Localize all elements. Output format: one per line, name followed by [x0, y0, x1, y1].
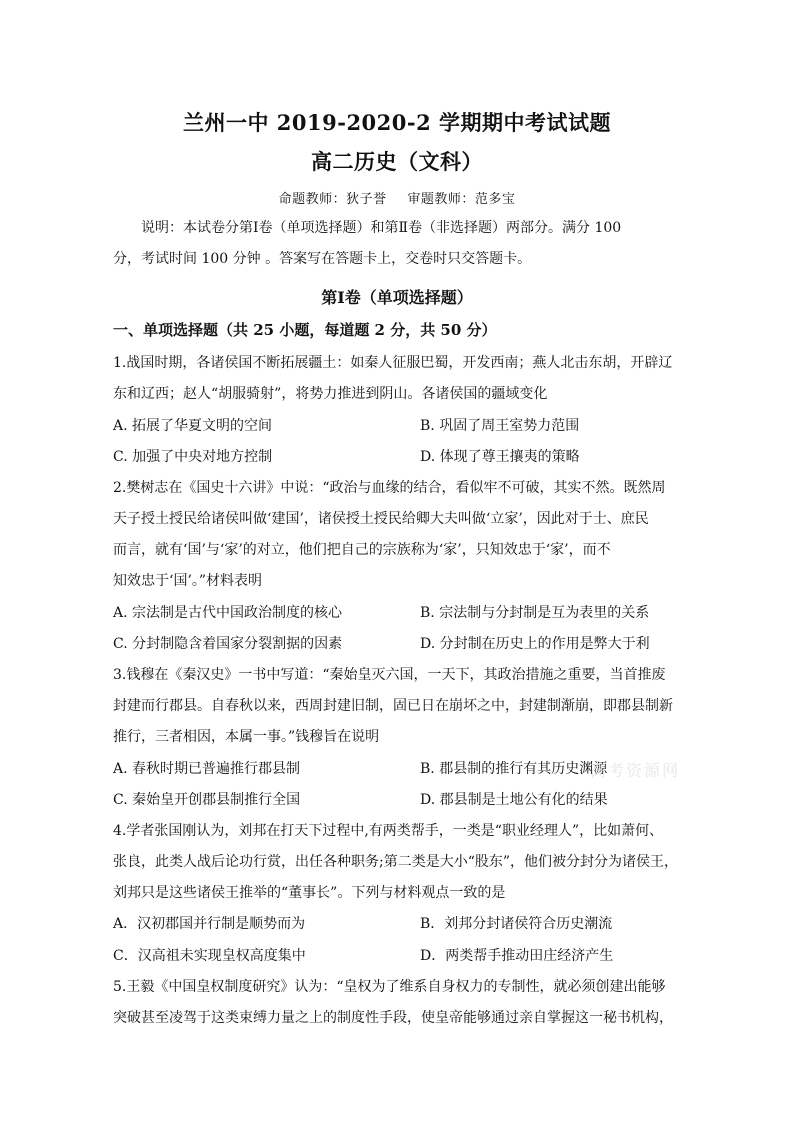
- question-2-line-2: 天子授土授民给诸侯叫做‘建国’，诸侯授土授民给卿大夫叫做‘立家’，因此对于士、庶民: [113, 511, 649, 527]
- exam-subtitle: 高二历史（文科）: [311, 149, 483, 174]
- question-2-line-4: 知效忠于‘国’。”材料表明: [113, 573, 263, 589]
- question-4-line-2: 张良，此类人战后论功行赏，出任各种职务;第二类是大小“股东”，他们被分封分为诸侯王，: [113, 854, 679, 870]
- question-4-line-1: 4.学者张国刚认为，刘邦在打天下过程中,有两类帮手，一类是“职业经理人”，比如萧何、: [113, 823, 664, 839]
- question-3-option-d: D. 郡县制是土地公有化的结果: [420, 792, 608, 808]
- question-4-option-c: C．汉高祖未实现皇权高度集中: [113, 948, 306, 964]
- question-1-line-2: 东和辽西；赵人“胡服骑射”，将势力推进到阴山。各诸侯国的疆域变化: [113, 386, 548, 402]
- question-2-option-a: A. 宗法制是古代中国政治制度的核心: [113, 605, 343, 621]
- watermark: 高考资源网: [590, 761, 681, 780]
- review-author: 审题教师：范多宝: [407, 192, 516, 207]
- question-4-option-a: A．汉初郡国并行制是顺势而为: [113, 916, 306, 932]
- question-1-option-c: C. 加强了中央对地方控制: [113, 449, 273, 465]
- question-1-option-b: B. 巩固了周王室势力范围: [420, 418, 580, 434]
- question-1-line-1: 1.战国时期，各诸侯国不断拓展疆土：如秦人征服巴蜀，开发西南；燕人北击东胡，开辟辽: [113, 355, 673, 371]
- part1-title: 第Ⅰ卷（单项选择题）: [321, 288, 473, 307]
- question-3-option-c: C. 秦始皇开创郡县制推行全国: [113, 792, 301, 808]
- question-3-option-b: B. 郡县制的推行有其历史渊源: [420, 761, 608, 777]
- question-2-line-1: 2.樊树志在《国史十六讲》中说：“政治与血缘的结合，看似牢不可破，其实不然。既然周: [113, 480, 666, 496]
- question-5-line-2: 突破甚至凌驾于这类束缚力量之上的制度性手段，使皇帝能够通过亲自掌握这一秘书机构，: [113, 1010, 673, 1026]
- question-4-option-b: B．刘邦分封诸侯符合历史潮流: [420, 916, 613, 932]
- question-3-line-1: 3.钱穆在《秦汉史》一书中写道：“秦始皇灭六国，一天下，其政治措施之重要，当首推废: [113, 667, 666, 683]
- part1-heading: 一、单项选择题（共 25 小题，每道题 2 分，共 50 分）: [113, 321, 497, 339]
- question-4-option-d: D．两类帮手推动田庄经济产生: [420, 948, 614, 964]
- question-2-option-c: C. 分封制隐含着国家分裂割据的因素: [113, 636, 343, 652]
- question-1-option-d: D. 体现了尊王攘夷的策略: [420, 449, 580, 465]
- question-3-line-3: 推行，三者相因，本属一事。”钱穆旨在说明: [113, 729, 380, 745]
- question-3-option-a: A. 春秋时期已普遍推行郡县制: [113, 761, 301, 777]
- exam-title: 兰州一中 2019-2020-2 学期期中考试试题: [182, 110, 612, 135]
- question-2-line-3: 而言，就有‘国’与‘家’的对立，他们把自己的宗族称为‘家’，只知效忠于‘家’，而不: [113, 542, 611, 558]
- intro-line-1: 说明：本试卷分第Ⅰ卷（单项选择题）和第Ⅱ卷（非选择题）两部分。满分 100: [141, 220, 622, 236]
- question-1-option-a: A. 拓展了华夏文明的空间: [113, 418, 273, 434]
- question-4-line-3: 刘邦只是这些诸侯王推举的“董事长”。下列与材料观点一致的是: [113, 885, 506, 901]
- exam-authors: [0, 188, 794, 207]
- question-3-line-2: 封建而行郡县。自春秋以来，西周封建旧制，固已日在崩坏之中，封建制渐崩，即郡县制新: [113, 698, 673, 714]
- question-2-option-d: D. 分封制在历史上的作用是弊大于利: [420, 636, 650, 652]
- question-5-line-1: 5.王毅《中国皇权制度研究》认为：“皇权为了维系自身权力的专制性，就必须创建出能够: [113, 979, 666, 995]
- intro-line-2: 分，考试时间 100 分钟 。答案写在答题卡上，交卷时只交答题卡。: [113, 251, 532, 267]
- question-author: 命题教师：狄子誉: [278, 192, 387, 207]
- question-2-option-b: B. 宗法制与分封制是互为表里的关系: [420, 605, 650, 621]
